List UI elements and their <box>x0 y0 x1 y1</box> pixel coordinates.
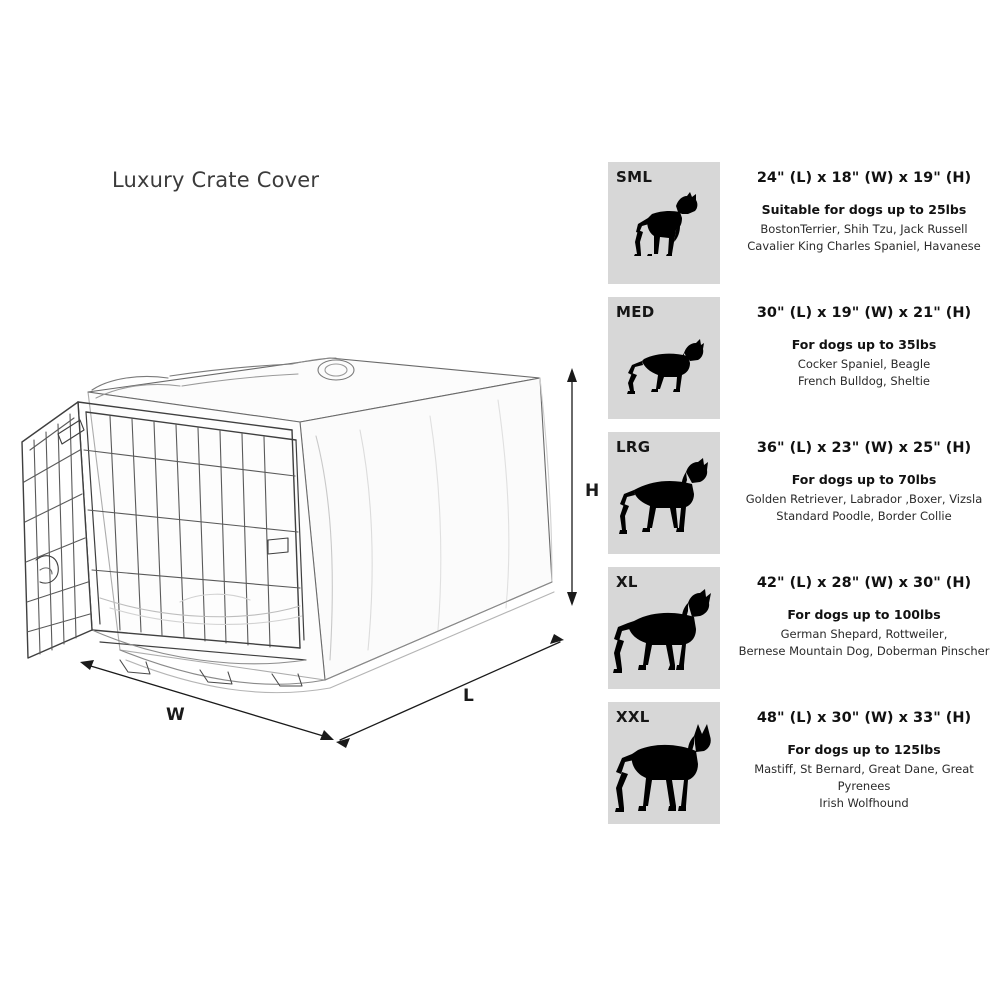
size-row-xl <box>608 567 1000 702</box>
size-breeds-xl-line1: German Shepard, Rottweiler, <box>780 627 948 641</box>
dog-silhouette-great-dane-icon <box>608 720 720 822</box>
dog-silhouette-terrier-icon <box>608 180 720 282</box>
size-dimensions-sml: 24" (L) x 18" (W) x 19" (H) <box>756 170 972 186</box>
dimension-label-length: L <box>463 686 474 706</box>
crate-cover-illustration <box>0 330 620 790</box>
size-dimensions-lrg: 36" (L) x 23" (W) x 25" (H) <box>756 440 972 456</box>
dog-silhouette-spaniel-icon <box>608 315 720 417</box>
size-info-sml <box>728 170 1000 255</box>
dog-silhouette-shepherd-icon <box>608 585 720 687</box>
size-breeds-xxl-line2: Irish Wolfhound <box>819 796 909 810</box>
size-breeds-sml-line2: Cavalier King Charles Spaniel, Havanese <box>747 239 981 253</box>
dimension-label-height: H <box>585 481 600 501</box>
size-breeds-xxl-line1: Mastiff, St Bernard, Great Dane, Great Pyrenees <box>754 762 974 793</box>
size-chart <box>608 162 1000 837</box>
size-code-sml: SML <box>616 168 653 186</box>
size-breeds-med-line1: Cocker Spaniel, Beagle <box>797 357 931 371</box>
dog-silhouette-retriever-icon <box>608 450 720 552</box>
size-info-xl <box>728 575 1000 660</box>
size-row-med <box>608 297 1000 432</box>
size-row-sml <box>608 162 1000 297</box>
size-dimensions-xxl: 48" (L) x 30" (W) x 33" (H) <box>756 710 972 726</box>
size-dimensions-med: 30" (L) x 19" (W) x 21" (H) <box>756 305 972 321</box>
size-code-xxl: XXL <box>616 708 650 726</box>
size-weight-lrg: For dogs up to 70lbs <box>791 472 937 487</box>
size-breeds-lrg-line1: Golden Retriever, Labrador ,Boxer, Vizsla <box>745 492 983 506</box>
size-info-med <box>728 305 1000 390</box>
page-title: Luxury Crate Cover <box>112 168 320 192</box>
size-row-xxl <box>608 702 1000 837</box>
size-weight-sml: Suitable for dogs up to 25lbs <box>761 202 967 217</box>
size-row-lrg <box>608 432 1000 567</box>
size-dimensions-xl: 42" (L) x 28" (W) x 30" (H) <box>756 575 972 591</box>
size-info-xxl <box>728 710 1000 812</box>
size-weight-xl: For dogs up to 100lbs <box>787 607 941 622</box>
size-code-med: MED <box>616 303 655 321</box>
size-breeds-med-line2: French Bulldog, Sheltie <box>797 374 931 388</box>
size-code-lrg: LRG <box>616 438 651 456</box>
size-breeds-xl-line2: Bernese Mountain Dog, Doberman Pinscher <box>738 644 990 658</box>
dimension-label-width: W <box>166 705 185 725</box>
size-weight-med: For dogs up to 35lbs <box>791 337 937 352</box>
size-breeds-lrg-line2: Standard Poodle, Border Collie <box>776 509 952 523</box>
size-breeds-sml-line1: BostonTerrier, Shih Tzu, Jack Russell <box>760 222 968 236</box>
size-info-lrg <box>728 440 1000 525</box>
size-weight-xxl: For dogs up to 125lbs <box>787 742 941 757</box>
size-code-xl: XL <box>616 573 638 591</box>
